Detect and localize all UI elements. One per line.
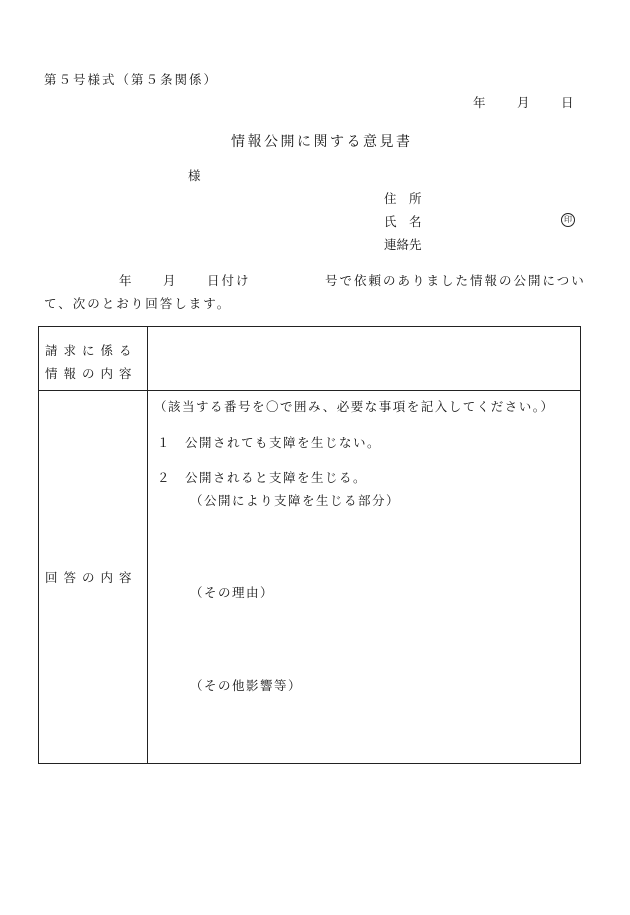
sub-heading-other-effects: （その他影響等） (190, 678, 303, 693)
sub-heading-reason: （その理由） (190, 585, 275, 600)
contact-label: 連絡先 (384, 237, 422, 252)
request-info-value-cell[interactable] (148, 327, 581, 391)
form-number: 第５号様式（第５条関係） (44, 72, 219, 87)
response-label-cell (39, 391, 148, 764)
addressee-suffix: 様 (188, 168, 201, 183)
request-info-label-line2: 情報の内容 (45, 366, 138, 381)
response-label: 回答の内容 (45, 570, 138, 585)
intro-text-line2: て、次のとおり回答します。 (44, 296, 232, 311)
response-table (38, 326, 581, 764)
date-year-label: 年 (473, 95, 486, 110)
date-month-label: 月 (517, 95, 530, 110)
sub-heading-affected-part: （公開により支障を生じる部分） (190, 493, 401, 508)
intro-date-suffix: 日付け (207, 273, 251, 288)
intro-text-line1: 号で依頼のありました情報の公開につい (325, 273, 586, 288)
intro-month-label: 月 (163, 273, 176, 288)
request-info-label-line1: 請求に係る (45, 343, 138, 358)
request-info-label-cell (39, 327, 148, 391)
option-2: ２ 公開されると支障を生じる。 (157, 470, 368, 485)
seal-mark: 印 (561, 213, 575, 227)
intro-year-label: 年 (119, 273, 132, 288)
address-label: 住 所 (384, 191, 422, 206)
document-title: 情報公開に関する意見書 (231, 134, 413, 150)
response-content-cell[interactable] (148, 391, 581, 764)
response-instruction: （該当する番号を〇で囲み、必要な事項を記入してください。） (154, 399, 555, 414)
option-1: １ 公開されても支障を生じない。 (157, 435, 382, 450)
name-label: 氏 名 (384, 214, 422, 229)
date-day-label: 日 (561, 95, 574, 110)
